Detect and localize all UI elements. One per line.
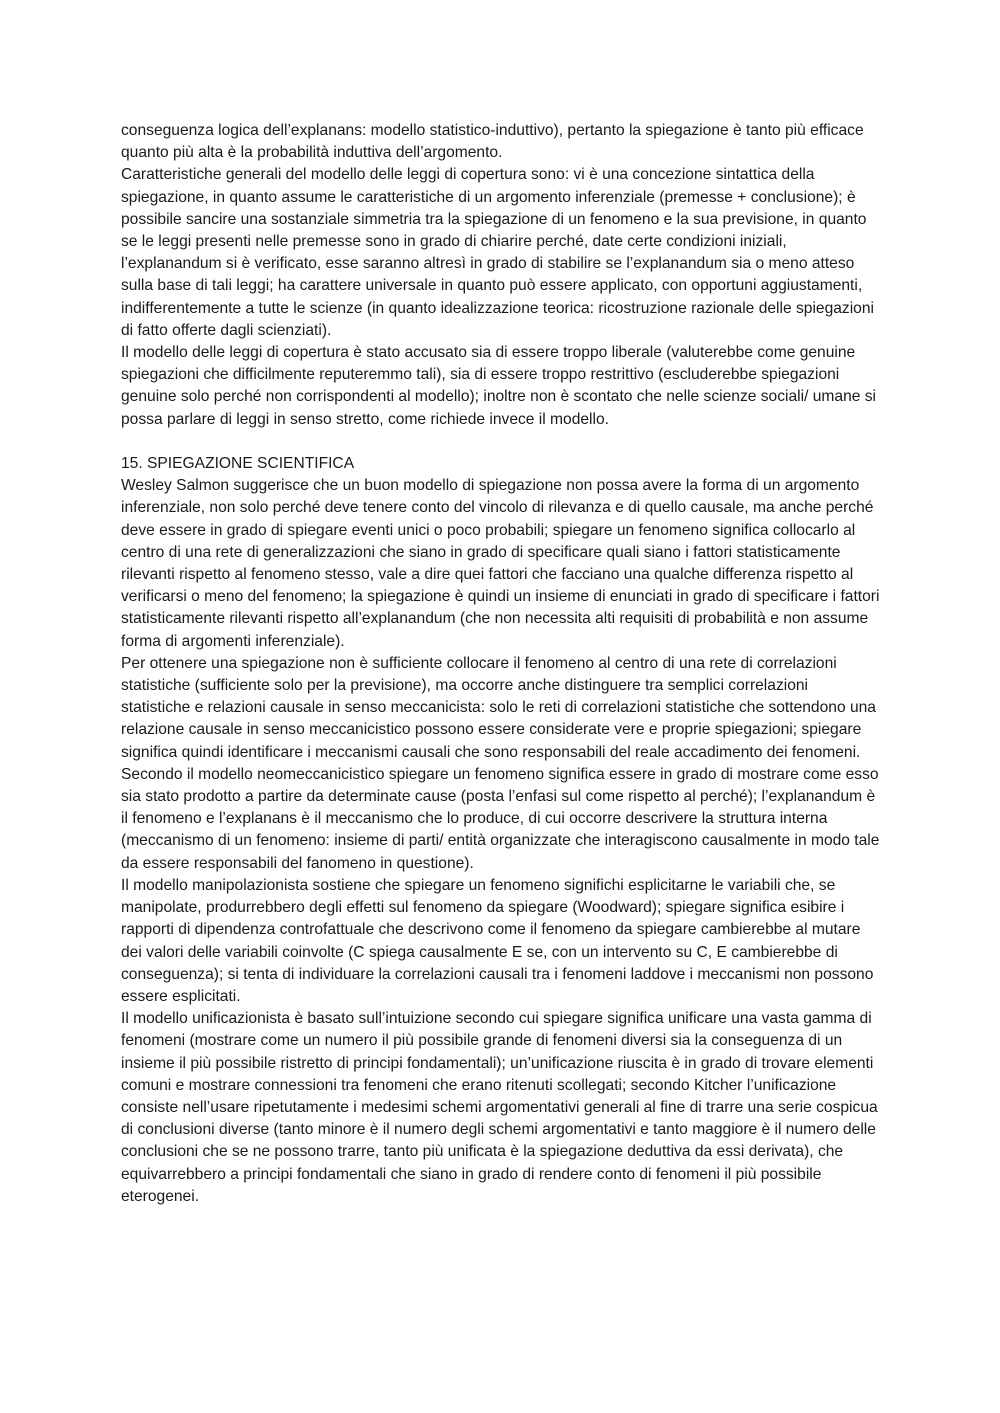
- paragraph-spacer: [121, 431, 881, 453]
- paragraph-manipulationist-model: Il modello manipolazionista sostiene che spiegare un fenomeno significhi esplicitarne le variabili che, se manipolate, produrrebbero degli effetti sul fenomeno da spiegare (Woodward); spiegare significa esibire i rapporti di dipendenza controfattuale che descrivono come il fenomeno da spiegare cambierebbe al mutare dei valori delle variabili coinvolte (C spiega causalmente E se, con un intervento su C, E cambierebbe di conseguenza); si tenta di individuare la correlazioni causali tra i fenomeni laddove i meccanismi non possono essere esplicitati.: [121, 876, 874, 1005]
- document-page: [121, 120, 881, 1208]
- paragraph-covering-law-features: Caratteristiche generali del modello delle leggi di copertura sono: vi è una concezione sintattica della spiegazione, in quanto assume le caratteristiche di un argomento inferenziale (premesse + conclusione); è possibile sancire una sostanziale simmetria tra la spiegazione di un fenomeno e la sua previsione, in quanto se le leggi presenti nelle premesse sono in grado di chiarire perché, date certe condizioni iniziali, l’explanandum si è verificato, esse saranno altresì in grado di stabilire se l’explanandum sia o meno atteso sulla base di tali leggi; ha carattere universale in quanto può essere applicato, con opportuni aggiustamenti, indifferentemente a tutte le scienze (in quanto idealizzazione teorica: ricostruzione razionale delle spiegazioni di fatto offerte dagli scienziati).: [121, 166, 874, 339]
- paragraph-neomechanistic-model: Secondo il modello neomeccanicistico spiegare un fenomeno significa essere in grado di mostrare come esso sia stato prodotto a partire da determinate cause (posta l’enfasi sul come rispetto al perché); l’explanandum è il fenomeno e l’explanans è il meccanismo che lo produce, di cui occorre descrivere la struttura interna (meccanismo di un fenomeno: insieme di parti/ entità organizzate che interagiscono causalmente in modo tale da essere responsabili del fanomeno in questione).: [121, 765, 880, 872]
- paragraph-statistical-correlations: Per ottenere una spiegazione non è sufficiente collocare il fenomeno al centro di una rete di correlazioni statistiche (sufficiente solo per la previsione), ma occorre anche distinguere tra semplici correlazioni statistiche e relazioni causale in senso meccanicista: solo le reti di correlazioni statistiche che sottendono una relazione causale in senso meccanicistico possono essere considerate vere e proprie spiegazioni; spiegare significa quindi identificare i meccanismi causali che sono responsabili del reale accadimento dei fenomeni.: [121, 654, 876, 761]
- paragraph-explanans-conclusion: conseguenza logica dell’explanans: modello statistico-induttivo), pertanto la spiegazione è tanto più efficace quanto più alta è la probabilità induttiva dell’argomento.: [121, 122, 864, 162]
- paragraph-salmon: Wesley Salmon suggerisce che un buon modello di spiegazione non possa avere la forma di un argomento inferenziale, non solo perché deve tenere conto del vincolo di rilevanza e di quello causale, ma anche perché deve essere in grado di spiegare eventi unici o poco probabili; spiegare un fenomeno significa collocarlo al centro di una rete di generalizzazioni che siano in grado di specificare quali siano i fattori statisticamente rilevanti rispetto al fenomeno stesso, vale a dire quei fattori che facciano una qualche differenza rispetto al verificarsi o meno del fenomeno; la spiegazione è quindi un insieme di enunciati in grado di specificare i fattori statisticamente rilevanti rispetto all’explanandum (che non necessita alti requisiti di probabilità e non assume forma di argomenti inferenziale).: [121, 477, 880, 650]
- paragraph-covering-law-criticism: Il modello delle leggi di copertura è stato accusato sia di essere troppo liberale (valuterebbe come genuine spiegazioni che difficilmente reputeremmo tali), sia di essere troppo restrittivo (escluderebbe spiegazioni genuine solo perché non corrispondenti al modello); inoltre non è scontato che nelle scienze sociali/ umane si possa parlare di leggi in senso stretto, come richiede invece il modello.: [121, 344, 877, 428]
- paragraph-unificationist-model: Il modello unificazionista è basato sull’intuizione secondo cui spiegare significa unificare una vasta gamma di fenomeni (mostrare come un numero il più possibile grande di fenomeni diversi sia la conseguenza di un insieme il più possibile ristretto di principi fondamentali); un’unificazione riuscita è in grado di trovare elementi comuni e mostrare connessioni tra fenomeni che erano ritenuti scollegati; secondo Kitcher l’unificazione consiste nell’usare ripetutamente i medesimi schemi argomentativi generali al fine di trarre una serie cospicua di conclusioni diverse (tanto minore è il numero degli schemi argomentativi e tanto maggiore è il numero delle conclusioni che se ne possono trarre, tanto più unificata è la spiegazione deduttiva da essi derivata), che equivarrebbero a principi fondamentali che siano in grado di rendere conto di fenomeni il più possibile eterogenei.: [121, 1010, 878, 1205]
- section-heading: 15. SPIEGAZIONE SCIENTIFICA: [121, 455, 355, 473]
